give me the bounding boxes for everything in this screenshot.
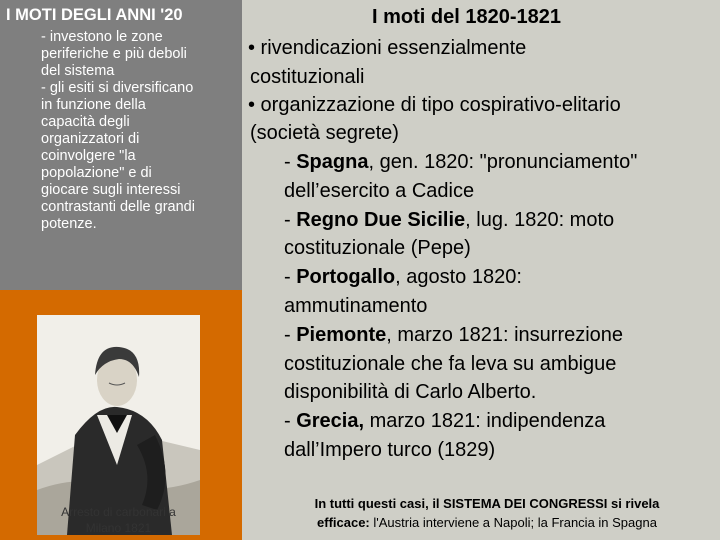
item-grecia-line-1: - Grecia, marzo 1821: indipendenza (284, 410, 606, 432)
left-line: - investono le zone (41, 29, 163, 45)
left-line: popolazione" e di (41, 165, 152, 181)
bullet-2-line-2: (società segrete) (250, 122, 399, 144)
item-grecia-line-2: dall’Impero turco (1829) (284, 439, 496, 461)
footer-line-1: In tutti questi casi, il SISTEMA DEI CONGRESSI si rivela (314, 496, 660, 511)
bullet-2-line-1: • organizzazione di tipo cospirativo-elitario (248, 94, 621, 116)
left-line: organizzatori di (41, 131, 140, 147)
footer-line-2: efficace: l'Austria interviene a Napoli; la Francia in Spagna (317, 515, 657, 530)
country-grecia: Grecia, (296, 410, 365, 432)
country-regno-due-sicilie: Regno Due Sicilie (296, 209, 466, 231)
left-description (41, 29, 241, 233)
left-line: - gli esiti si diversificano (41, 80, 194, 96)
item-piemonte-line-3: disponibilità di Carlo Alberto. (284, 381, 537, 403)
country-spagna: Spagna (296, 151, 369, 173)
left-line: in funzione della (41, 97, 146, 113)
item-sicilie-line-2: costituzionale (Pepe) (284, 237, 471, 259)
caption-line: Arresto di carbonari a (61, 505, 176, 519)
left-line: coinvolgere "la (41, 148, 136, 164)
left-line: capacità degli (41, 114, 130, 130)
left-line: del sistema (41, 63, 115, 79)
left-line: potenze. (41, 216, 97, 232)
left-title: I MOTI DEGLI ANNI '20 (6, 6, 183, 24)
item-piemonte-line-1: - Piemonte, marzo 1821: insurrezione (284, 324, 624, 346)
country-portogallo: Portogallo (296, 266, 396, 288)
item-piemonte-line-2: costituzionale che fa leva su ambigue (284, 353, 617, 375)
item-spagna-line-1: - Spagna, gen. 1820: "pronunciamento" (284, 151, 638, 173)
item-sicilie-line-1: - Regno Due Sicilie, lug. 1820: moto (284, 209, 615, 231)
bullet-1-line-2: costituzionali (250, 66, 365, 88)
left-line: periferiche e più deboli (41, 46, 187, 62)
item-spagna-line-2: dell’esercito a Cadice (284, 180, 475, 202)
country-piemonte: Piemonte (296, 324, 387, 346)
bullet-1-line-1: • rivendicazioni essenzialmente (248, 37, 527, 59)
slide-title: I moti del 1820-1821 (372, 6, 561, 28)
item-portogallo-line-1: - Portogallo, agosto 1820: (284, 266, 522, 288)
portrait-engraving (37, 315, 200, 535)
left-line: contrastanti delle grandi (41, 199, 195, 215)
left-line: giocare sugli interessi (41, 182, 181, 198)
footer-note (262, 494, 712, 532)
portrait-caption (37, 504, 200, 536)
caption-line: Milano 1821 (85, 521, 152, 535)
item-portogallo-line-2: ammutinamento (284, 295, 428, 317)
